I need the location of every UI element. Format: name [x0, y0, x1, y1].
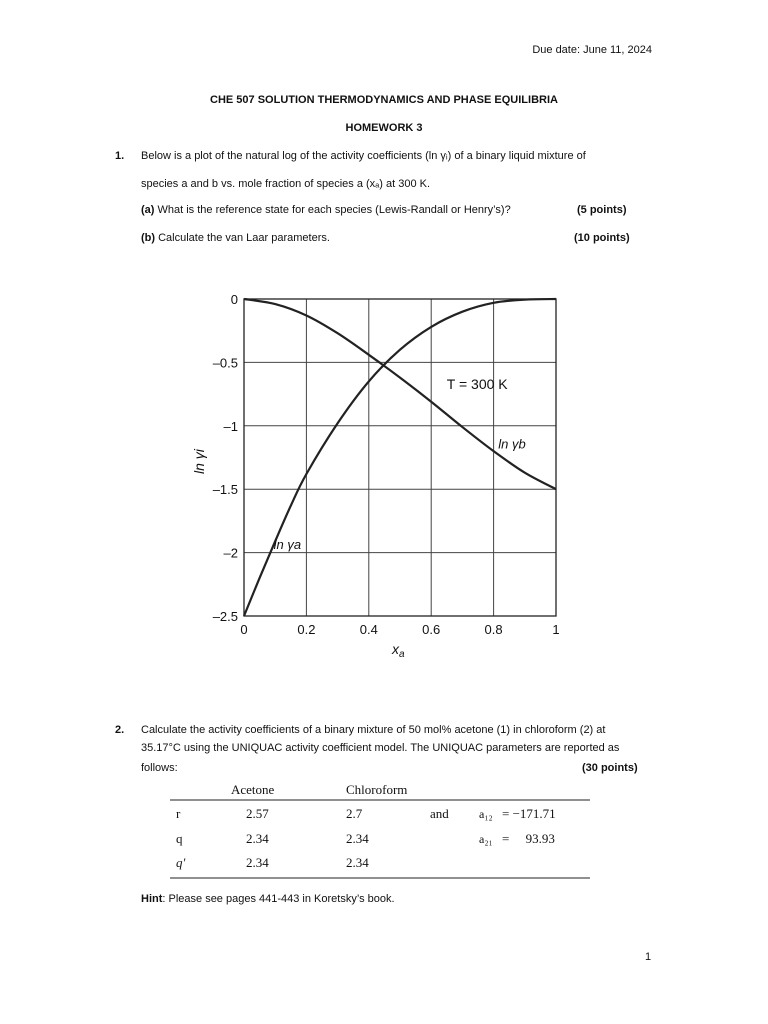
table-param-q-prime: q′ [176, 855, 186, 870]
table-q-acetone: 2.34 [246, 831, 269, 846]
y-tick-label: 0 [230, 292, 238, 307]
table-a21-value: = 93.93 [502, 831, 555, 846]
x-tick-label: 0 [240, 622, 248, 637]
chart-frame [244, 299, 556, 616]
y-tick-label: –2 [223, 545, 238, 561]
series-line-ln-gamma-a [244, 299, 556, 616]
document-title: CHE 507 SOLUTION THERMODYNAMICS AND PHASE EQUILIBRIA [210, 94, 558, 106]
question-1a-text: What is the reference state for each species (Lewis-Randall or Henry’s)? [154, 204, 511, 216]
uniquac-parameter-table [165, 780, 605, 880]
hint-label: Hint [141, 893, 163, 905]
question-1-text-line1: Below is a plot of the natural log of the activity coefficients (ln γᵢ) of a binary liquid mixture of [141, 150, 586, 162]
table-param-q: q [176, 831, 183, 846]
y-tick-label: –0.5 [212, 355, 238, 371]
hint [141, 893, 395, 905]
x-tick-label: 0.2 [297, 622, 316, 637]
page-number: 1 [645, 951, 652, 963]
table-q-prime-acetone: 2.34 [246, 855, 269, 870]
table-q-prime-chloroform: 2.34 [346, 855, 369, 870]
series-line-ln-gamma-b [244, 299, 556, 489]
table-a21-label: a₂₁ [479, 832, 493, 846]
y-tick-label: –1 [223, 418, 238, 434]
table-a12-label: a₁₂ [479, 807, 493, 821]
x-tick-label: 0.4 [359, 622, 378, 637]
due-date: Due date: June 11, 2024 [532, 44, 652, 56]
table-header-acetone: Acetone [231, 782, 275, 797]
y-tick-label: –1.5 [212, 482, 238, 498]
table-r-acetone: 2.57 [246, 806, 269, 821]
hint-text: : Please see pages 441-443 in Koretsky’s book. [162, 893, 395, 905]
series-label-ln-gamma-b: ln γb [498, 436, 526, 452]
question-1a-label: (a) [141, 204, 155, 216]
document-subtitle: HOMEWORK 3 [345, 122, 423, 134]
question-1a-points: (5 points) [577, 204, 627, 216]
chart-ticks [213, 292, 560, 637]
series-label-ln-gamma-a: ln γa [273, 536, 302, 552]
question-2-text-line1: Calculate the activity coefficients of a binary mixture of 50 mol% acetone (1) in chloroform (2) at [141, 724, 606, 736]
question-2-number: 2. [115, 724, 125, 736]
table-q-chloroform: 2.34 [346, 831, 369, 846]
question-1b-points: (10 points) [574, 232, 630, 244]
table-param-r: r [176, 806, 181, 821]
chart-curves [244, 299, 556, 616]
y-tick-label: –2.5 [212, 609, 238, 624]
x-tick-label: 0.8 [484, 622, 503, 637]
chart-grid [244, 299, 556, 616]
chart-y-label: ln γi [191, 449, 207, 474]
question-1b [141, 232, 330, 244]
table-a12-value: = −171.71 [502, 806, 556, 821]
question-1-text-line2: species a and b vs. mole fraction of species a (xₐ) at 300 K. [141, 178, 431, 190]
activity-coefficient-chart [180, 285, 580, 665]
question-1b-text: Calculate the van Laar parameters. [155, 232, 330, 244]
question-1-number: 1. [115, 150, 125, 162]
chart-annotation: T = 300 K [446, 376, 508, 393]
table-and: and [430, 806, 449, 821]
x-tick-label: 1 [552, 622, 560, 637]
question-2-text-line3: follows: [141, 762, 178, 774]
chart-x-label: $x_a$ [392, 641, 405, 660]
table-header-chloroform: Chloroform [346, 782, 408, 797]
question-1b-label: (b) [141, 232, 156, 244]
x-tick-label: 0.6 [422, 622, 441, 637]
question-1a [141, 204, 511, 216]
question-2-text-line2: 35.17°C using the UNIQUAC activity coefficient model. The UNIQUAC parameters are reported as [141, 742, 620, 754]
table-r-chloroform: 2.7 [346, 806, 363, 821]
question-2-points: (30 points) [582, 762, 638, 774]
